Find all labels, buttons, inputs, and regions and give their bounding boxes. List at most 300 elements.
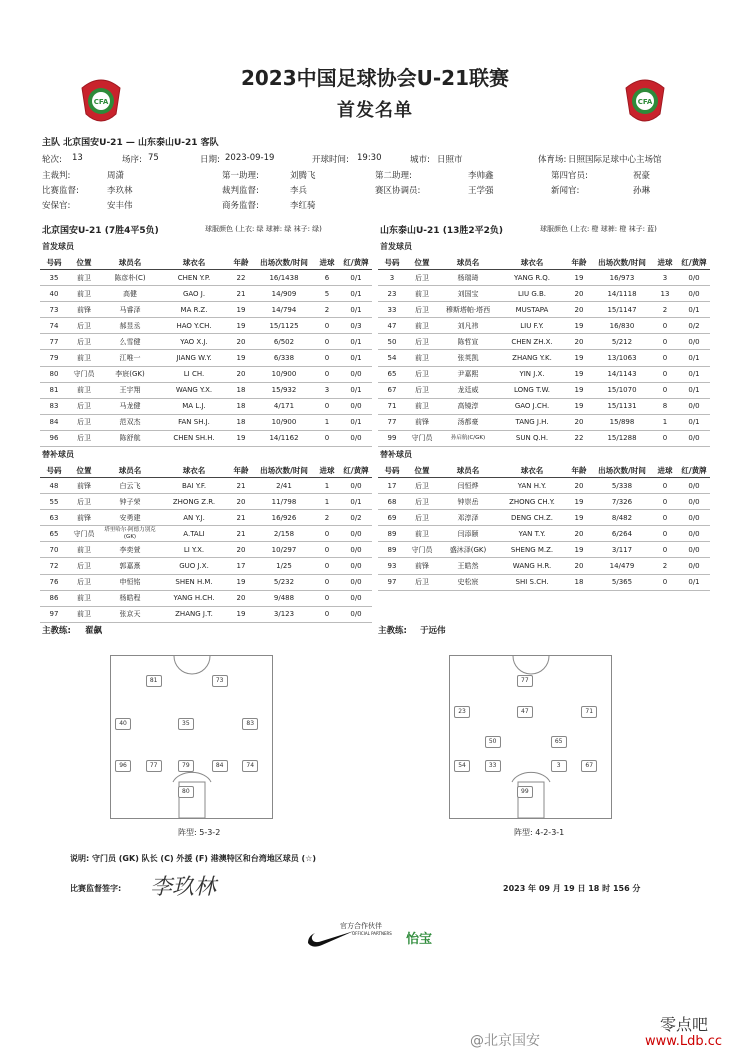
table-cell: 40 <box>40 286 68 302</box>
table-row <box>378 318 710 334</box>
table-cell: 张英凯 <box>438 350 498 366</box>
table-cell: 塔里哈尔·阿德力别克(GK) <box>100 526 160 542</box>
column-header: 位置 <box>406 256 438 270</box>
table-cell: 史松宸 <box>438 574 498 590</box>
table-cell: WANG H.R. <box>498 558 566 574</box>
page-title: 2023中国足球协会U-21联赛 <box>240 66 510 90</box>
watermark-url: www.Ldb.cc <box>645 1034 723 1049</box>
match-no-label: 场序: <box>122 155 142 165</box>
player-shirt-icon: 73 <box>212 675 228 687</box>
column-header: 出场次数/时间 <box>254 256 314 270</box>
table-cell: 0 <box>314 526 340 542</box>
table-cell: 18 <box>228 414 254 430</box>
table-cell: WANG Y.X. <box>160 382 228 398</box>
table-cell: 0 <box>652 430 678 446</box>
table-cell: 21 <box>228 478 254 494</box>
table-row <box>378 302 710 318</box>
table-cell: 18 <box>228 382 254 398</box>
table-cell: 0/1 <box>340 414 372 430</box>
player-shirt-icon: 83 <box>242 718 258 730</box>
table-cell: 19 <box>566 510 592 526</box>
table-cell: 8/482 <box>592 510 652 526</box>
away-team-name: 山东泰山U-21 (13胜2平2负) <box>380 226 503 236</box>
table-cell: 20 <box>566 302 592 318</box>
player-shirt-icon: 35 <box>178 718 194 730</box>
city-value: 日照市 <box>437 155 463 165</box>
table-cell: SUN Q.H. <box>498 430 566 446</box>
table-cell: 19 <box>228 318 254 334</box>
column-header: 球衣名 <box>498 256 566 270</box>
table-row <box>378 574 710 590</box>
table-cell: JIANG W.Y. <box>160 350 228 366</box>
table-row <box>378 382 710 398</box>
ar2-value: 李帅鑫 <box>468 171 494 181</box>
table-cell: 3/117 <box>592 542 652 558</box>
table-cell: DENG CH.Z. <box>498 510 566 526</box>
table-cell: 19 <box>228 430 254 446</box>
table-row <box>378 526 710 542</box>
column-header: 球衣名 <box>160 256 228 270</box>
table-cell: 20 <box>228 366 254 382</box>
table-cell: 0 <box>652 478 678 494</box>
home-coach: 翟飙 <box>85 626 103 636</box>
table-cell: 后卫 <box>68 398 100 414</box>
table-cell: 19 <box>566 270 592 286</box>
table-row <box>40 606 372 622</box>
table-cell: 后卫 <box>68 334 100 350</box>
table-cell: 李宸(GK) <box>100 366 160 382</box>
column-header: 出场次数/时间 <box>254 464 314 478</box>
table-cell: YANG H.CH. <box>160 590 228 606</box>
table-row <box>40 430 372 446</box>
table-cell: 后卫 <box>406 382 438 398</box>
table-cell: 15/932 <box>254 382 314 398</box>
fourth-label: 第四官员: <box>551 171 588 181</box>
table-cell: 0 <box>314 542 340 558</box>
player-shirt-icon: 77 <box>146 760 162 772</box>
table-cell: 前卫 <box>68 590 100 606</box>
cfa-logo-text: CFA <box>93 98 109 106</box>
table-cell: 17 <box>378 478 406 494</box>
column-header: 球衣名 <box>160 464 228 478</box>
table-cell: 前卫 <box>68 286 100 302</box>
home-starters-table <box>40 256 372 447</box>
table-row <box>40 510 372 526</box>
table-cell: 7/326 <box>592 494 652 510</box>
table-cell: 后卫 <box>406 494 438 510</box>
table-row <box>40 574 372 590</box>
column-header: 进球 <box>652 256 678 270</box>
away-starters-label: 首发球员 <box>380 242 412 251</box>
table-cell: 后卫 <box>406 366 438 382</box>
home-kit: 球服颜色 (上衣: 绿 球裤: 绿 袜子: 绿) <box>205 225 322 233</box>
table-cell: 守门员 <box>406 542 438 558</box>
table-cell: 19 <box>566 318 592 334</box>
table-cell: 前卫 <box>406 318 438 334</box>
table-cell: 陈彦朴(C) <box>100 270 160 286</box>
business-label: 商务监督: <box>222 201 259 211</box>
table-cell: 江唯一 <box>100 350 160 366</box>
table-cell: 前卫 <box>68 606 100 622</box>
table-cell: 19 <box>228 606 254 622</box>
date-value: 2023-09-19 <box>225 153 275 163</box>
table-cell: 0 <box>652 526 678 542</box>
home-subs-table <box>40 464 372 623</box>
table-row <box>40 270 372 286</box>
table-cell: LIU F.Y. <box>498 318 566 334</box>
table-cell: 0/3 <box>340 318 372 334</box>
table-cell: 20 <box>566 334 592 350</box>
table-cell: 0 <box>314 558 340 574</box>
column-header: 号码 <box>40 256 68 270</box>
table-cell: 6 <box>314 270 340 286</box>
table-cell: 2/41 <box>254 478 314 494</box>
table-cell: 0 <box>314 366 340 382</box>
table-cell: 范双杰 <box>100 414 160 430</box>
table-cell: 68 <box>378 494 406 510</box>
referee-value: 周潇 <box>107 171 125 181</box>
match-no-value: 75 <box>148 153 159 163</box>
table-cell: SHENG M.Z. <box>498 542 566 558</box>
table-cell: 19 <box>566 494 592 510</box>
table-cell: 李奕萱 <box>100 542 160 558</box>
table-cell: 0 <box>652 574 678 590</box>
table-cell: 14/1143 <box>592 366 652 382</box>
cbest-logo: 怡宝 <box>406 932 433 947</box>
home-formation-pitch <box>110 655 273 819</box>
table-cell: 后卫 <box>406 334 438 350</box>
table-row <box>378 398 710 414</box>
table-row <box>40 350 372 366</box>
table-cell: 前卫 <box>68 270 100 286</box>
table-cell: 14/794 <box>254 302 314 318</box>
table-cell: 0/2 <box>678 318 710 334</box>
supervisor-value: 李玖林 <box>107 186 133 196</box>
kickoff-value: 19:30 <box>357 153 382 163</box>
column-header: 出场次数/时间 <box>592 464 652 478</box>
table-row <box>40 414 372 430</box>
table-cell: 0 <box>652 510 678 526</box>
table-cell: 0/1 <box>678 302 710 318</box>
table-cell: MUSTAPA <box>498 302 566 318</box>
table-cell: 19 <box>228 350 254 366</box>
player-shirt-icon: 84 <box>212 760 228 772</box>
column-header: 红/黄牌 <box>678 256 710 270</box>
table-cell: 67 <box>378 382 406 398</box>
column-header: 球员名 <box>438 464 498 478</box>
table-cell: 0 <box>314 350 340 366</box>
table-row <box>40 366 372 382</box>
table-cell: YANG R.Q. <box>498 270 566 286</box>
cfa-logo-text: CFA <box>637 98 653 106</box>
home-subs-label: 替补球员 <box>42 450 74 459</box>
table-cell: 93 <box>378 558 406 574</box>
table-row <box>40 558 372 574</box>
table-cell: 0/0 <box>678 542 710 558</box>
nike-logo <box>306 927 356 949</box>
table-cell: 20 <box>566 414 592 430</box>
table-cell: 1 <box>314 494 340 510</box>
watermark-weibo: @北京国安 <box>470 1033 540 1049</box>
table-cell: 0/0 <box>340 366 372 382</box>
table-cell: 0/1 <box>678 574 710 590</box>
table-cell: 0/0 <box>678 334 710 350</box>
table-cell: 杨皓程 <box>100 590 160 606</box>
table-cell: CHEN ZH.X. <box>498 334 566 350</box>
table-cell: 2 <box>652 558 678 574</box>
table-cell: LONG T.W. <box>498 382 566 398</box>
table-cell: 79 <box>40 350 68 366</box>
table-row <box>40 302 372 318</box>
column-header: 红/黄牌 <box>340 464 372 478</box>
table-cell: 15/1125 <box>254 318 314 334</box>
home-team-name: 北京国安U-21 (7胜4平5负) <box>42 226 159 236</box>
table-cell: 龙廷威 <box>438 382 498 398</box>
column-header: 位置 <box>406 464 438 478</box>
table-cell: 尹嘉熙 <box>438 366 498 382</box>
table-cell: 0 <box>652 334 678 350</box>
player-shirt-icon: 99 <box>517 786 533 798</box>
table-cell: 70 <box>40 542 68 558</box>
table-cell: 0 <box>652 542 678 558</box>
table-cell: 0/1 <box>340 286 372 302</box>
table-cell: 35 <box>40 270 68 286</box>
table-cell: 16/973 <box>592 270 652 286</box>
table-cell: 1/25 <box>254 558 314 574</box>
table-cell: FAN SH.J. <box>160 414 228 430</box>
table-cell: 张京天 <box>100 606 160 622</box>
fourth-value: 祝豪 <box>633 171 651 181</box>
table-cell: ZHONG Z.R. <box>160 494 228 510</box>
table-cell: GUO J.X. <box>160 558 228 574</box>
table-cell: 0 <box>314 398 340 414</box>
round-value: 13 <box>72 153 83 163</box>
column-header: 红/黄牌 <box>678 464 710 478</box>
table-cell: 守门员 <box>406 430 438 446</box>
table-cell: 6/264 <box>592 526 652 542</box>
player-shirt-icon: 67 <box>581 760 597 772</box>
table-cell: 15/1147 <box>592 302 652 318</box>
player-shirt-icon: 50 <box>485 736 501 748</box>
table-cell: 3/123 <box>254 606 314 622</box>
table-cell: MA L.J. <box>160 398 228 414</box>
player-shirt-icon: 71 <box>581 706 597 718</box>
table-cell: 0/0 <box>340 542 372 558</box>
table-row <box>40 478 372 494</box>
table-cell: LIU G.B. <box>498 286 566 302</box>
security-value: 安丰伟 <box>107 201 133 211</box>
table-cell: 20 <box>228 590 254 606</box>
table-row <box>378 286 710 302</box>
table-cell: 22 <box>566 430 592 446</box>
table-cell: 20 <box>228 334 254 350</box>
table-cell: 11/798 <box>254 494 314 510</box>
player-shirt-icon: 23 <box>454 706 470 718</box>
table-cell: BAI Y.F. <box>160 478 228 494</box>
table-cell: 0/0 <box>678 286 710 302</box>
date-label: 日期: <box>200 155 220 165</box>
home-coach-label: 主教练: <box>42 626 71 636</box>
partners-title: 官方合作伙伴 <box>340 922 382 930</box>
table-cell: 闫恒烨 <box>438 478 498 494</box>
table-cell: 前锋 <box>406 414 438 430</box>
table-cell: 陈舒航 <box>100 430 160 446</box>
table-cell: 前卫 <box>406 350 438 366</box>
table-cell: SHI S.CH. <box>498 574 566 590</box>
table-row <box>40 334 372 350</box>
column-header: 球员名 <box>438 256 498 270</box>
table-cell: 0/0 <box>678 430 710 446</box>
table-cell: 前锋 <box>68 302 100 318</box>
table-cell: 0/0 <box>340 606 372 622</box>
table-cell: 23 <box>378 286 406 302</box>
table-cell: 3 <box>314 382 340 398</box>
column-header: 出场次数/时间 <box>592 256 652 270</box>
table-cell: 白云飞 <box>100 478 160 494</box>
table-cell: YAO X.J. <box>160 334 228 350</box>
table-row <box>40 494 372 510</box>
table-cell: 16/830 <box>592 318 652 334</box>
table-cell: 13/1063 <box>592 350 652 366</box>
player-shirt-icon: 80 <box>178 786 194 798</box>
table-cell: 14/1162 <box>254 430 314 446</box>
away-coach: 于远伟 <box>420 626 446 636</box>
table-cell: 0/0 <box>678 526 710 542</box>
column-header: 进球 <box>314 256 340 270</box>
ar2-label: 第二助理: <box>375 171 412 181</box>
table-cell: 99 <box>378 430 406 446</box>
player-shirt-icon: 33 <box>485 760 501 772</box>
coordinator-value: 王学强 <box>468 186 494 196</box>
table-cell: ZHONG CH.Y. <box>498 494 566 510</box>
table-cell: 19 <box>566 542 592 558</box>
table-cell: 1 <box>652 414 678 430</box>
city-label: 城市: <box>410 155 430 165</box>
supervisor-label: 比赛监督: <box>42 186 79 196</box>
table-cell: 72 <box>40 558 68 574</box>
column-header: 年龄 <box>566 464 592 478</box>
table-cell: 20 <box>228 494 254 510</box>
table-cell: 77 <box>378 414 406 430</box>
table-cell: 2 <box>314 302 340 318</box>
table-cell: 6/502 <box>254 334 314 350</box>
table-cell: 5/232 <box>254 574 314 590</box>
security-label: 安保官: <box>42 201 71 211</box>
table-cell: 盛沐泽(GK) <box>438 542 498 558</box>
table-cell: 前锋 <box>406 558 438 574</box>
table-cell: 0/1 <box>340 494 372 510</box>
table-cell: 14/479 <box>592 558 652 574</box>
table-cell: 后卫 <box>68 574 100 590</box>
table-cell: 守门员 <box>68 526 100 542</box>
column-header: 球员名 <box>100 464 160 478</box>
table-cell: 0/1 <box>678 414 710 430</box>
sign-label: 比赛监督签字: <box>70 884 122 893</box>
table-cell: YAN H.Y. <box>498 478 566 494</box>
player-shirt-icon: 81 <box>146 675 162 687</box>
away-starters-table <box>378 256 710 447</box>
table-cell: 后卫 <box>68 494 100 510</box>
table-row <box>40 286 372 302</box>
table-cell: 0/1 <box>340 302 372 318</box>
table-cell: 6/338 <box>254 350 314 366</box>
table-row <box>378 510 710 526</box>
table-cell: 20 <box>566 526 592 542</box>
table-cell: 0 <box>652 494 678 510</box>
table-cell: CHEN Y.P. <box>160 270 228 286</box>
table-cell: 50 <box>378 334 406 350</box>
table-cell: 汤都豪 <box>438 414 498 430</box>
table-cell: 0/0 <box>340 430 372 446</box>
table-cell: 73 <box>40 302 68 318</box>
table-cell: LI CH. <box>160 366 228 382</box>
table-cell: 0 <box>652 350 678 366</box>
table-cell: 陈哲宣 <box>438 334 498 350</box>
table-cell: 14/1118 <box>592 286 652 302</box>
table-cell: 高镜淳 <box>438 398 498 414</box>
ref-supervisor-label: 裁判监督: <box>222 186 259 196</box>
table-cell: 0 <box>314 574 340 590</box>
column-header: 年龄 <box>228 464 254 478</box>
table-cell: 后卫 <box>68 414 100 430</box>
table-cell: A.TALI <box>160 526 228 542</box>
table-row <box>40 526 372 542</box>
table-cell: 0 <box>652 382 678 398</box>
table-cell: 0/0 <box>678 270 710 286</box>
table-cell: 安勇建 <box>100 510 160 526</box>
table-cell: 申恒铭 <box>100 574 160 590</box>
table-cell: 守门员 <box>68 366 100 382</box>
home-starters-label: 首发球员 <box>42 242 74 251</box>
column-header: 红/黄牌 <box>340 256 372 270</box>
table-cell: 9/488 <box>254 590 314 606</box>
table-row <box>378 478 710 494</box>
round-label: 轮次: <box>42 155 62 165</box>
table-cell: 前卫 <box>406 526 438 542</box>
kickoff-label: 开球时间: <box>312 155 349 165</box>
table-row <box>40 398 372 414</box>
table-cell: LI Y.X. <box>160 542 228 558</box>
business-value: 李红骑 <box>290 201 316 211</box>
table-cell: 后卫 <box>68 318 100 334</box>
table-row <box>378 494 710 510</box>
table-cell: 0/0 <box>678 510 710 526</box>
table-cell: 0/0 <box>678 494 710 510</box>
player-shirt-icon: 47 <box>517 706 533 718</box>
column-header: 进球 <box>314 464 340 478</box>
table-cell: 21 <box>228 510 254 526</box>
player-shirt-icon: 3 <box>551 760 567 772</box>
table-cell: 20 <box>566 286 592 302</box>
table-cell: 0/1 <box>678 350 710 366</box>
table-cell: 0/0 <box>678 478 710 494</box>
table-cell: 后卫 <box>68 558 100 574</box>
table-cell: 0/0 <box>678 398 710 414</box>
ar1-label: 第一助理: <box>222 171 259 181</box>
table-cell: 前卫 <box>406 398 438 414</box>
supervisor-signature: 李玖林 <box>150 875 217 900</box>
table-cell: HAO Y.CH. <box>160 318 228 334</box>
table-cell: 刘国宝 <box>438 286 498 302</box>
column-header: 年龄 <box>566 256 592 270</box>
table-cell: 高健 <box>100 286 160 302</box>
table-cell: 33 <box>378 302 406 318</box>
table-cell: 21 <box>228 526 254 542</box>
table-cell: 20 <box>566 478 592 494</box>
home-formation: 阵型: 5-3-2 <box>178 828 221 837</box>
table-cell: 17 <box>228 558 254 574</box>
table-cell: 0/0 <box>340 590 372 606</box>
